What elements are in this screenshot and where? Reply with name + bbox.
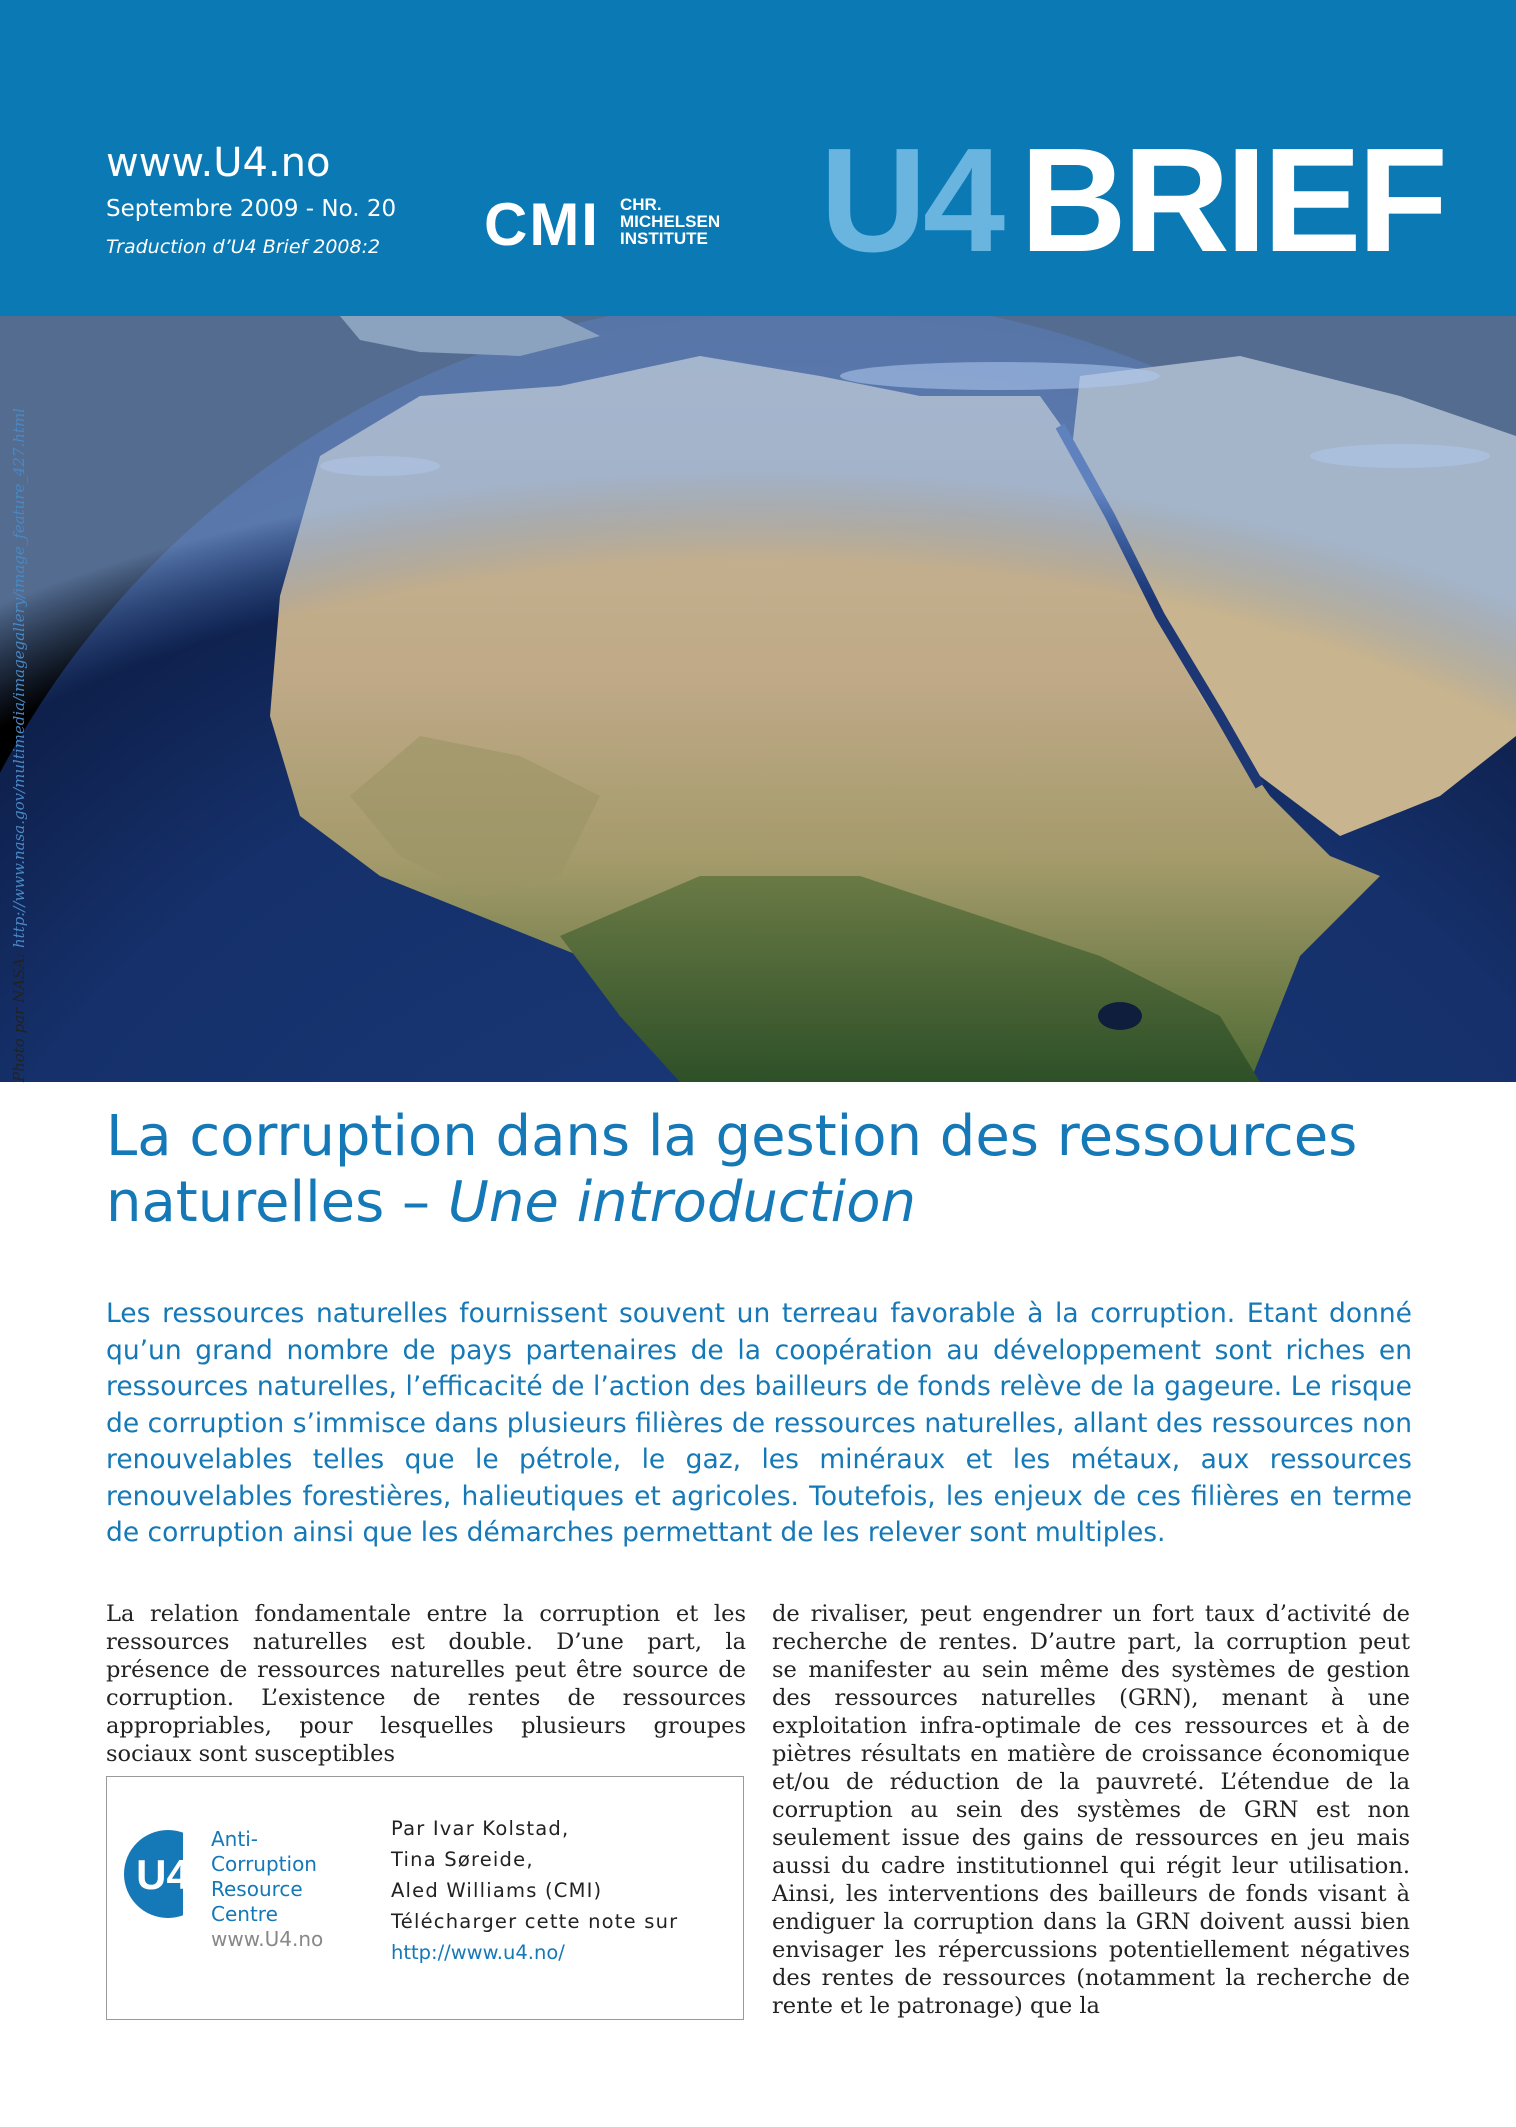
author-2: Tina Søreide, [391,1848,534,1871]
u4-org-line-3: Resource [211,1877,303,1901]
download-label: Télécharger cette note sur [391,1910,679,1933]
author-box [106,1776,744,2020]
title-italic: Une introduction [447,1170,916,1235]
header-band [0,0,1516,316]
u4-logo-mark: U4 [136,1851,190,1898]
lead-paragraph: Les ressources naturelles fournissent souvent un terreau favorable à la corruption. Etant donné qu’un grand nombre de pays partenaires de la coopération au développement sont riches en ressources naturelles, l’efficacité de l’action des bailleurs de fonds relève de la gageure. Le risque de corruption s’immisce dans plusieurs filières de ressources naturelles, allant des ressources non renouvelables telles que le pétrole, le gaz, les minéraux et les métaux, aux ressources renouvelables forestières, halieutiques et agricoles. Toutefois, les enjeux de ces filières en terme de corruption ainsi que les démarches permettant de les relever sont multiples. [106,1298,1412,1548]
author-3: Aled Williams (CMI) [391,1879,603,1902]
authors-list [391,1813,678,1968]
article-title [106,1104,1446,1236]
cmi-line-2: MICHELSEN [620,212,721,231]
earth-photo [0,316,1516,1082]
u4-org-url[interactable]: www.U4.no [211,1927,324,1951]
photo-credit-link[interactable]: http://www.nasa.gov/multimedia/imagegallery/image_feature_427.html [10,408,28,948]
africa-satellite-image [0,316,1516,1082]
brand-brief: BRIEF [1020,118,1444,283]
cmi-fullname [620,196,720,247]
site-url[interactable]: www.U4.no [106,140,331,186]
photo-credit [10,408,28,1082]
u4-org-name [211,1827,323,1952]
download-link[interactable]: http://www.u4.no/ [391,1941,565,1964]
u4-org-line-1: Anti- [211,1827,258,1851]
cmi-line-1: CHR. [620,195,662,214]
cmi-abbr: CMI [484,191,600,258]
cmi-line-3: INSTITUTE [620,229,708,248]
u4-org-line-4: Centre [211,1902,278,1926]
author-1: Par Ivar Kolstad, [391,1817,570,1840]
photo-credit-label: Photo par NASA: [10,952,28,1082]
title-main: La corruption dans la gestion des ressources naturelles – [106,1104,1358,1235]
u4-org-line-2: Corruption [211,1852,317,1876]
issue-date: Septembre 2009 - No. 20 [106,196,397,222]
u4-logo-icon [123,1829,213,1919]
body-column-left: La relation fondamentale entre la corruption et les ressources naturelles est double. D’une part, la présence de ressources naturelles peut être source de corruption. L’existence de rentes de ressources appropriables, pour lesquelles plusieurs groupes sociaux sont susceptibles [106,1601,746,1767]
body-column-right: de rivaliser, peut engendrer un fort taux d’activité de recherche de rentes. D’autre part, la corruption peut se manifester au sein même des systèmes de gestion des ressources naturelles (GRN), menant à une exploitation infra-optimale de ces ressources et à de piètres résultats en matière de croissance économique et/ou de réduction de la pauvreté. L’étendue de la corruption au sein des systèmes de GRN est non seulement issue des gains de ressources en jeu mais aussi du cadre institutionnel qui régit leur utilisation. Ainsi, les interventions des bailleurs de fonds visant à endiguer la corruption dans la GRN doivent aussi bien envisager les répercussions potentiellement négatives des rentes de ressources (notamment la recherche de rente et le patronage) que la [772,1601,1410,2019]
translation-note: Traduction d’U4 Brief 2008:2 [106,236,381,258]
brand-u4: U4 [820,118,1002,283]
